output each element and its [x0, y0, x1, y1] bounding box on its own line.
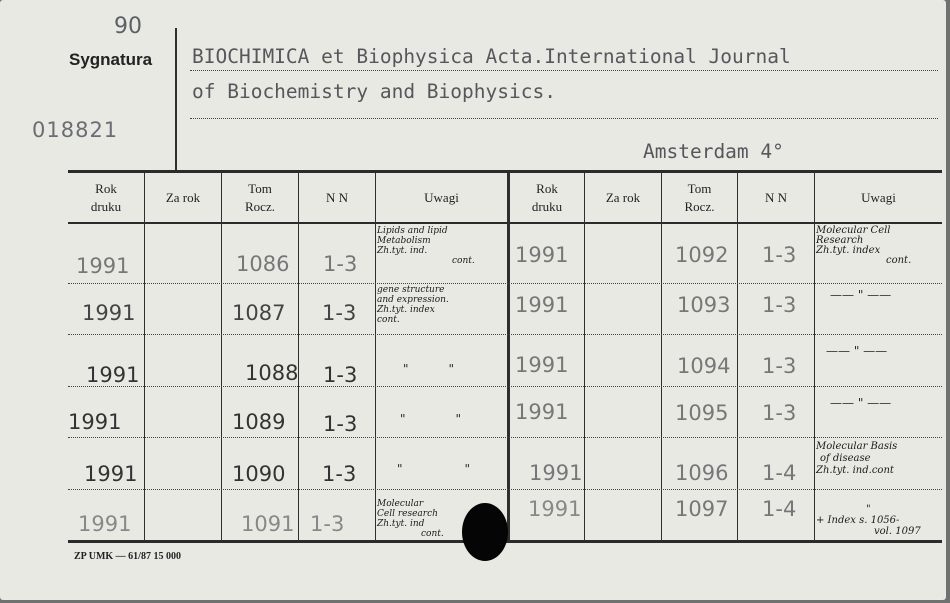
- right-rok: 1991: [528, 497, 582, 521]
- left-nn: 1-3: [323, 412, 358, 436]
- right-rok: 1991: [515, 353, 569, 377]
- col-line: [144, 173, 145, 541]
- row-separator: [68, 283, 942, 284]
- right-rok: 1991: [515, 400, 569, 424]
- right-tom: 1097: [675, 497, 729, 521]
- header-rok-druku: Rok druku: [90, 181, 122, 214]
- table-header-border: [68, 222, 942, 224]
- right-tom: 1093: [677, 293, 731, 317]
- right-nn: 1-3: [762, 401, 797, 425]
- row-separator: [68, 386, 942, 387]
- left-note: " ": [403, 362, 455, 376]
- left-tom: 1088: [245, 361, 299, 385]
- right-note: —— " ——: [830, 396, 892, 410]
- header-uwagi-right: Uwagi: [861, 190, 896, 205]
- left-nn: 1-3: [310, 512, 345, 536]
- right-note: Molecular Basis of disease Zh.tyt. ind.cont: [816, 441, 898, 476]
- right-tom: 1096: [675, 461, 729, 485]
- header-tom: Tom Rocz.: [245, 181, 275, 214]
- left-rok: 1991: [68, 410, 122, 434]
- right-nn: 1-3: [762, 243, 797, 267]
- right-note: —— " ——: [826, 344, 888, 358]
- right-rok: 1991: [515, 293, 569, 317]
- col-line: [584, 173, 585, 541]
- header-divider: [175, 28, 177, 171]
- col-line: [661, 173, 662, 541]
- row-separator: [68, 489, 942, 490]
- journal-title-line2: of Biochemistry and Biophysics.: [192, 80, 556, 103]
- left-nn: 1-3: [322, 462, 357, 486]
- left-nn: 1-3: [323, 363, 358, 387]
- col-line: [737, 173, 738, 541]
- handwritten-number: 90: [114, 14, 142, 39]
- title-underline-1: [190, 70, 938, 71]
- right-note: " + Index s. 1056- vol. 1097: [816, 504, 921, 537]
- row-separator: [68, 437, 942, 438]
- header-za-rok-right: Za rok: [605, 190, 641, 205]
- print-info-footer: ZP UMK — 61/87 15 000: [74, 551, 181, 562]
- left-note: " ": [400, 412, 462, 426]
- left-tom: 1091: [241, 512, 295, 536]
- header-tom-right: Tom Rocz.: [684, 181, 715, 214]
- col-line-center: [507, 173, 510, 541]
- row-separator: [68, 334, 942, 335]
- right-nn: 1-3: [762, 293, 797, 317]
- left-rok: 1991: [82, 301, 136, 325]
- col-line: [298, 173, 299, 541]
- header-za-rok: Za rok: [165, 190, 201, 205]
- right-note: —— " ——: [830, 288, 892, 302]
- header-nn-right: N N: [764, 190, 788, 205]
- header-uwagi: Uwagi: [424, 190, 459, 205]
- col-line: [221, 173, 222, 541]
- left-tom: 1089: [232, 410, 286, 434]
- right-nn: 1-3: [762, 354, 797, 378]
- sygnatura-label: Sygnatura: [69, 50, 153, 69]
- col-line: [814, 173, 815, 541]
- left-note: " ": [397, 462, 471, 476]
- left-nn: 1-3: [322, 301, 357, 325]
- right-rok: 1991: [529, 461, 583, 485]
- right-tom: 1094: [677, 354, 731, 378]
- left-rok: 1991: [84, 462, 138, 486]
- left-rok: 1991: [86, 363, 140, 387]
- right-tom: 1095: [675, 401, 729, 425]
- right-note: Molecular Cell Research Zh.tyt. index cont.: [816, 225, 912, 266]
- right-nn: 1-4: [762, 497, 797, 521]
- left-tom: 1090: [232, 462, 286, 486]
- left-rok: 1991: [78, 512, 132, 536]
- right-tom: 1092: [675, 243, 729, 267]
- header-nn: N N: [325, 190, 349, 205]
- journal-title-line1: BIOCHIMICA et Biophysica Acta.International Journal: [192, 45, 791, 68]
- left-rok: 1991: [76, 254, 130, 278]
- right-rok: 1991: [515, 243, 569, 267]
- catalog-number: 018821: [32, 118, 119, 142]
- left-tom: 1087: [232, 301, 286, 325]
- left-note: Lipids and lipid Metabolism Zh.tyt. ind. cont.: [377, 226, 475, 266]
- publication-place: Amsterdam 4°: [643, 140, 784, 163]
- left-note: gene structure and expression. Zh.tyt. index cont.: [377, 285, 449, 325]
- title-underline-2: [190, 118, 938, 119]
- left-note: Molecular Cell research Zh.tyt. ind cont.: [377, 499, 444, 539]
- header-rok-druku-right: Rok druku: [531, 181, 563, 214]
- right-nn: 1-4: [762, 461, 797, 485]
- table-top-border: [68, 170, 942, 173]
- left-nn: 1-3: [323, 252, 358, 276]
- col-line: [375, 173, 376, 541]
- left-tom: 1086: [236, 252, 290, 276]
- punch-hole: [462, 503, 508, 561]
